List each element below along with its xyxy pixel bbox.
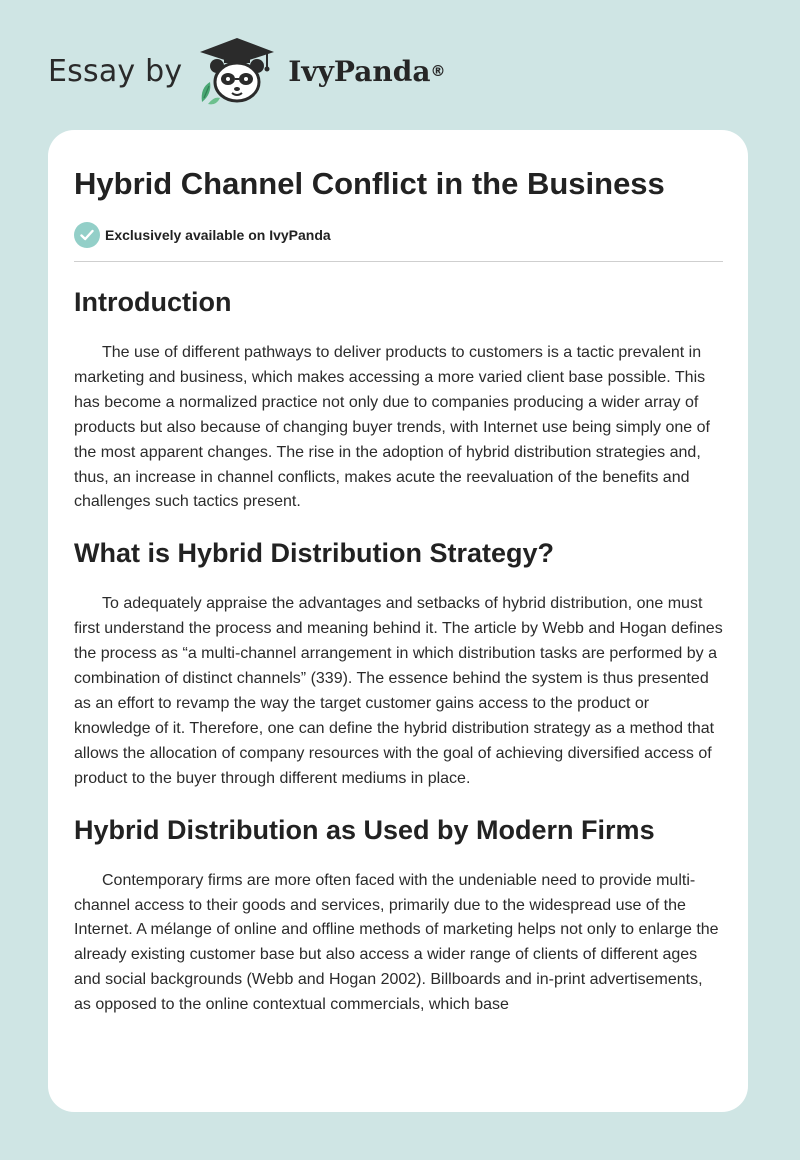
section-heading-what-is-hybrid: What is Hybrid Distribution Strategy? (74, 538, 555, 569)
brand-name[interactable]: IvyPanda (288, 54, 431, 88)
brand-prefix: Essay by (48, 53, 183, 89)
article-title: Hybrid Channel Conflict in the Business (74, 166, 665, 201)
section-paragraph: To adequately appraise the advantages and setbacks of hybrid distribution, one must first understand the process and meaning behind it. The article by Webb and Hogan defines the process as “a multi-channel arrangement in which distribution tasks are performed by a combination of distinct channels” (339). The essence behind the system is thus presented as an effort to revamp the way the target customer gains access to the product or knowledge of it. Therefore, one can define the hybrid distribution strategy as a method that allows the allocation of company resources with the goal of achieving diversified access of product to the buyer through different mediums in place. (74, 595, 723, 787)
section-heading-modern-firms: Hybrid Distribution as Used by Modern Firms (74, 814, 655, 845)
check-circle-icon (74, 222, 100, 248)
section-paragraph: Contemporary firms are more often faced with the undeniable need to provide multi-channel access to their goods and services, primarily due to the widespread use of the Internet. A mélange of online and offline methods of marketing helps not only to enlarge the already existing customer base but also access a wider range of clients of different ages and social backgrounds (Webb and Hogan 2002). Billboards and in-print advertisements, as opposed to the online contextual commercials, which base (74, 871, 719, 1014)
registered-mark: ® (430, 62, 446, 80)
section-heading-introduction: Introduction (74, 287, 232, 317)
brand-header (48, 36, 445, 106)
exclusive-badge (74, 222, 723, 248)
panda-logo-icon (194, 36, 280, 106)
section-paragraph: The use of different pathways to deliver products to customers is a tactic prevalent in marketing and business, which makes accessing a more varied client base possible. This has become a normalized practice not only due to companies producing a wider array of products but also because of changing buyer trends, with Internet use being simply one of the most apparent changes. The rise in the adoption of hybrid distribution strategies and, thus, an increase in channel conflicts, makes acute the reevaluation of the benefits and challenges such tactics present. (74, 344, 710, 511)
exclusive-badge-text: Exclusively available on IvyPanda (105, 227, 331, 243)
title-divider (74, 261, 723, 262)
article-card (48, 130, 748, 1112)
